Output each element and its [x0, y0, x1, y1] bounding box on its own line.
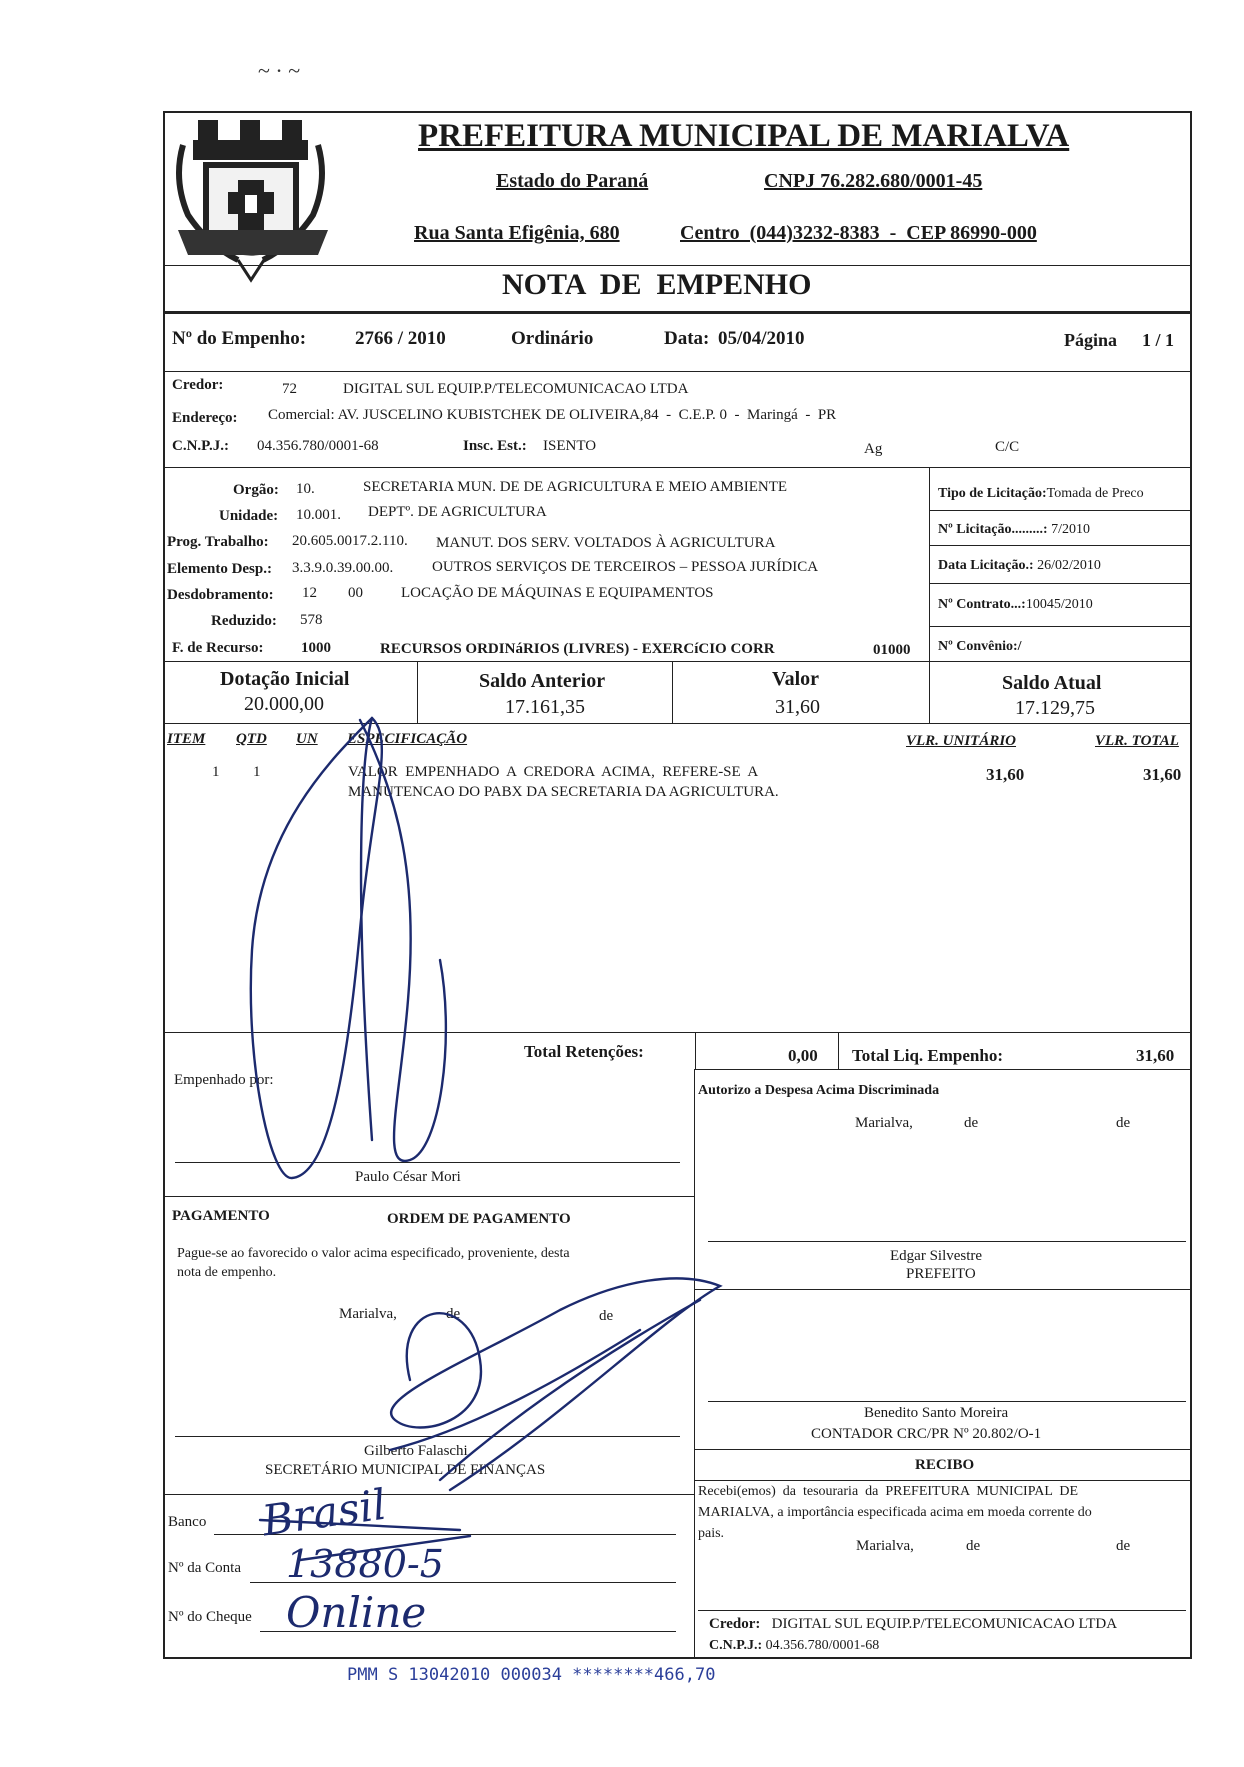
recibo-line2: MARIALVA, a importância especificada acima em moeda corrente do — [698, 1505, 1092, 1520]
conta-label: Nº da Conta — [168, 1560, 241, 1576]
document-title: NOTA DE EMPENHO — [502, 268, 812, 301]
recibo-line1: Recebi(emos) da tesouraria da PREFEITURA MUNICIPAL DE — [698, 1484, 1079, 1499]
pagamento-label: PAGAMENTO — [172, 1208, 270, 1224]
autorizo-text: Autorizo a Despesa Acima Discriminada — [698, 1083, 940, 1098]
handwritten-cheque: Online — [286, 1588, 427, 1637]
licitacao-type-label: Tipo de Licitação: — [938, 486, 1047, 501]
contador-title: CONTADOR CRC/PR Nº 20.802/O-1 — [811, 1426, 1042, 1442]
licitacao-date — [938, 558, 1101, 574]
empenho-type: Ordinário — [511, 328, 594, 349]
items-header-item: ITEM — [167, 731, 206, 747]
licitacao-date-value: 26/02/2010 — [1037, 558, 1101, 573]
financas-name: Gilberto Falaschi — [364, 1443, 468, 1459]
cnpj-label: C.N.P.J.: — [172, 438, 229, 454]
recibo-cnpj-label: C.N.P.J.: — [709, 1638, 763, 1653]
saldo-anterior-label: Saldo Anterior — [479, 670, 606, 692]
item-qtd: 1 — [253, 764, 261, 780]
handwritten-banco: Brasil — [259, 1479, 390, 1546]
empenho-date: 05/04/2010 — [718, 328, 805, 349]
pagamento-de2: de — [599, 1308, 614, 1324]
orgao-code: 10. — [296, 481, 315, 497]
item-unit-price: 31,60 — [986, 765, 1025, 784]
licitacao-date-label: Data Licitação.: — [938, 558, 1034, 573]
empenhado-name: Paulo César Mori — [355, 1169, 461, 1185]
cheque-label: Nº do Cheque — [168, 1609, 252, 1625]
elemento-code: 3.3.9.0.39.00.00. — [292, 560, 394, 576]
recibo-credor-name: DIGITAL SUL EQUIP.P/TELECOMUNICACAO LTDA — [771, 1616, 1118, 1632]
financas-title: SECRETÁRIO MUNICIPAL DE FINANÇAS — [265, 1462, 546, 1478]
valor-value: 31,60 — [775, 696, 820, 718]
total-retencoes-value: 0,00 — [788, 1046, 818, 1065]
dotacao-inicial-value: 20.000,00 — [244, 693, 324, 715]
licitacao-number-label: Nº Licitação.........: — [938, 522, 1048, 537]
item-spec-line1: VALOR EMPENHADO A CREDORA ACIMA, REFERE-SE A — [348, 764, 759, 780]
cash-register-stamp: PMM S 13042010 000034 ********466,70 — [347, 1665, 716, 1685]
total-retencoes-label: Total Retenções: — [524, 1042, 644, 1061]
item-number: 1 — [212, 764, 220, 780]
recibo-line3: pais. — [698, 1526, 725, 1541]
recibo-cnpj — [709, 1638, 879, 1654]
cnpj-value: 04.356.780/0001-68 — [257, 438, 379, 454]
orgao-label: Orgão: — [233, 482, 279, 498]
recurso-desc: RECURSOS ORDINáRIOS (LIVRES) - EXERCíCIO CORR — [380, 641, 775, 657]
valor-label: Valor — [772, 668, 820, 690]
recibo-de1: de — [966, 1538, 981, 1554]
header-state: Estado do Paraná — [496, 170, 649, 192]
recibo-credor — [709, 1616, 1117, 1633]
empenho-number: 2766 / 2010 — [355, 328, 446, 349]
recibo-de2: de — [1116, 1538, 1131, 1554]
ag-label: Ag — [864, 441, 883, 457]
saldo-atual-label: Saldo Atual — [1002, 672, 1102, 694]
autorizo-de2: de — [1116, 1115, 1131, 1131]
prefeito-title: PREFEITO — [906, 1266, 976, 1282]
items-header-qtd: QTD — [236, 731, 267, 747]
unidade-code: 10.001. — [296, 507, 341, 523]
convenio-label: Nº Convênio:/ — [938, 639, 1022, 654]
total-liquido-value: 31,60 — [1136, 1046, 1175, 1065]
items-header-total: VLR. TOTAL — [1095, 733, 1179, 749]
ordem-pagamento-label: ORDEM DE PAGAMENTO — [387, 1211, 571, 1227]
credor-code: 72 — [282, 381, 297, 397]
recurso-code: 1000 — [301, 640, 331, 656]
pague-line2: nota de empenho. — [177, 1265, 277, 1280]
reduzido-value: 578 — [300, 612, 323, 628]
recurso-label: F. de Recurso: — [172, 640, 264, 656]
prefeito-name: Edgar Silvestre — [890, 1248, 983, 1264]
unidade-label: Unidade: — [219, 508, 279, 524]
empenho-number-label: Nº do Empenho: — [172, 328, 307, 349]
header-address: Rua Santa Efigênia, 680 — [414, 222, 620, 244]
licitacao-type — [938, 486, 1144, 502]
contrato-value: 10045/2010 — [1025, 597, 1093, 612]
insc-label: Insc. Est.: — [463, 438, 527, 454]
pagamento-city: Marialva, — [339, 1306, 397, 1322]
prog-desc: MANUT. DOS SERV. VOLTADOS À AGRICULTURA — [436, 535, 776, 551]
saldo-anterior-value: 17.161,35 — [505, 696, 585, 718]
item-total: 31,60 — [1143, 765, 1182, 784]
credor-label: Credor: — [172, 377, 224, 393]
autorizo-de1: de — [964, 1115, 979, 1131]
address-label: Endereço: — [172, 410, 238, 426]
dotacao-inicial-label: Dotação Inicial — [220, 668, 350, 690]
licitacao-number — [938, 522, 1090, 538]
header-title: PREFEITURA MUNICIPAL DE MARIALVA — [418, 118, 1070, 154]
saldo-atual-value: 17.129,75 — [1015, 697, 1095, 719]
desdobramento-desc: LOCAÇÃO DE MÁQUINAS E EQUIPAMENTOS — [401, 585, 714, 601]
autorizo-city: Marialva, — [855, 1115, 913, 1131]
unidade-desc: DEPTº. DE AGRICULTURA — [368, 504, 547, 520]
insc-value: ISENTO — [543, 438, 597, 454]
address-value: Comercial: AV. JUSCELINO KUBISTCHEK DE OLIVEIRA,84 - C.E.P. 0 - Maringá - PR — [268, 407, 837, 423]
recibo-label: RECIBO — [915, 1457, 975, 1473]
pagamento-de1: de — [446, 1306, 461, 1322]
recibo-city: Marialva, — [856, 1538, 914, 1554]
contrato — [938, 597, 1093, 613]
empenho-date-label: Data: — [664, 328, 710, 349]
contrato-label: Nº Contrato...: — [938, 597, 1026, 612]
cc-label: C/C — [995, 439, 1020, 455]
reduzido-label: Reduzido: — [211, 613, 277, 629]
item-spec-line2: MANUTENCAO DO PABX DA SECRETARIA DA AGRICULTURA. — [348, 784, 779, 800]
header-cnpj: CNPJ 76.282.680/0001-45 — [764, 170, 983, 192]
credor-name: DIGITAL SUL EQUIP.P/TELECOMUNICACAO LTDA — [343, 381, 689, 397]
pague-line1: Pague-se ao favorecido o valor acima especificado, proveniente, desta — [177, 1246, 570, 1261]
page-label: Página — [1064, 330, 1118, 350]
handwritten-conta: 13880-5 — [286, 1542, 444, 1586]
scan-marks: ~ · ~ — [258, 58, 301, 83]
desdobramento-code2: 00 — [348, 585, 363, 601]
items-header-spec: ESPECIFICAÇÃO — [347, 731, 468, 747]
desdobramento-code1: 12 — [302, 585, 317, 601]
elemento-label: Elemento Desp.: — [167, 561, 272, 577]
items-header-un: UN — [296, 731, 318, 747]
recurso-code2: 01000 — [873, 642, 911, 658]
header-district-phone: Centro (044)3232-8383 - CEP 86990-000 — [680, 222, 1037, 244]
desdobramento-label: Desdobramento: — [167, 587, 274, 603]
empenhado-label: Empenhado por: — [174, 1072, 274, 1088]
elemento-desc: OUTROS SERVIÇOS DE TERCEIROS – PESSOA JURÍDICA — [432, 559, 819, 575]
recibo-cnpj-value: 04.356.780/0001-68 — [765, 1638, 880, 1653]
licitacao-number-value: 7/2010 — [1051, 522, 1090, 537]
banco-label: Banco — [168, 1514, 207, 1530]
prog-code: 20.605.0017.2.110. — [292, 533, 408, 549]
licitacao-type-value: Tomada de Preco — [1046, 486, 1144, 501]
recibo-credor-label: Credor: — [709, 1616, 761, 1632]
orgao-desc: SECRETARIA MUN. DE DE AGRICULTURA E MEIO AMBIENTE — [363, 479, 788, 495]
prog-label: Prog. Trabalho: — [167, 534, 269, 550]
items-header-unit-price: VLR. UNITÁRIO — [906, 733, 1017, 749]
contador-name: Benedito Santo Moreira — [864, 1405, 1009, 1421]
total-liquido-label: Total Liq. Empenho: — [852, 1046, 1003, 1065]
page-number: 1 / 1 — [1142, 330, 1175, 350]
